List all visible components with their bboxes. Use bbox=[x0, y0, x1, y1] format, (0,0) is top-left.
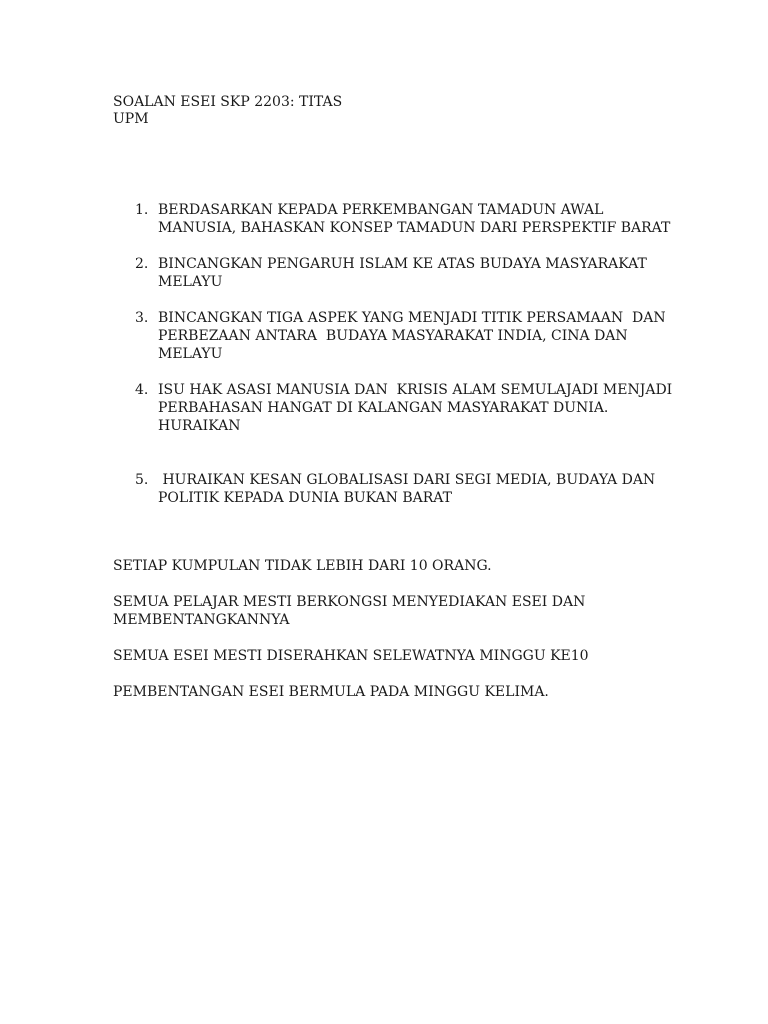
question-list bbox=[113, 201, 673, 507]
question-line: MELAYU bbox=[158, 274, 223, 290]
instruction-note bbox=[113, 683, 673, 701]
question-line: MANUSIA, BAHASKAN KONSEP TAMADUN DARI PERSPEKTIF BARAT bbox=[158, 220, 671, 236]
question-line: BINCANGKAN PENGARUH ISLAM KE ATAS BUDAYA MASYARAKAT bbox=[158, 256, 647, 272]
instruction-line: SETIAP KUMPULAN TIDAK LEBIH DARI 10 ORANG. bbox=[113, 558, 492, 574]
question-line: ISU HAK ASASI MANUSIA DAN KRISIS ALAM SEMULAJADI MENJADI bbox=[158, 382, 673, 398]
question-item bbox=[113, 201, 673, 237]
question-item bbox=[113, 255, 673, 291]
question-line: HURAIKAN bbox=[158, 418, 241, 434]
document-header bbox=[113, 94, 342, 128]
question-line: HURAIKAN KESAN GLOBALISASI DARI SEGI MEDIA, BUDAYA DAN bbox=[158, 472, 656, 488]
question-number: 4. bbox=[135, 382, 149, 398]
question-number: 1. bbox=[135, 202, 149, 218]
instruction-note bbox=[113, 593, 673, 629]
document-title: SOALAN ESEI SKP 2203: TITAS bbox=[113, 94, 343, 110]
question-number: 5. bbox=[135, 472, 149, 488]
question-line: MELAYU bbox=[158, 346, 223, 362]
question-line: PERBAHASAN HANGAT DI KALANGAN MASYARAKAT DUNIA. bbox=[158, 400, 609, 416]
instruction-line: MEMBENTANGKANNYA bbox=[113, 612, 290, 628]
question-item bbox=[113, 381, 673, 435]
instruction-line: PEMBENTANGAN ESEI BERMULA PADA MINGGU KELIMA. bbox=[113, 684, 549, 700]
instruction-line: SEMUA ESEI MESTI DISERAHKAN SELEWATNYA MINGGU KE10 bbox=[113, 648, 589, 664]
question-number: 3. bbox=[135, 310, 149, 326]
question-item bbox=[113, 309, 673, 363]
institution-name: UPM bbox=[113, 111, 149, 127]
instruction-line: SEMUA PELAJAR MESTI BERKONGSI MENYEDIAKAN ESEI DAN bbox=[113, 594, 586, 610]
question-line: BERDASARKAN KEPADA PERKEMBANGAN TAMADUN AWAL bbox=[158, 202, 604, 218]
instructions-section bbox=[113, 557, 673, 719]
question-line: POLITIK KEPADA DUNIA BUKAN BARAT bbox=[158, 490, 452, 506]
question-item bbox=[113, 471, 673, 507]
instruction-note bbox=[113, 647, 673, 665]
question-line: BINCANGKAN TIGA ASPEK YANG MENJADI TITIK PERSAMAAN DAN bbox=[158, 310, 666, 326]
instruction-note bbox=[113, 557, 673, 575]
question-line: PERBEZAAN ANTARA BUDAYA MASYARAKAT INDIA, CINA DAN bbox=[158, 328, 628, 344]
question-number: 2. bbox=[135, 256, 149, 272]
